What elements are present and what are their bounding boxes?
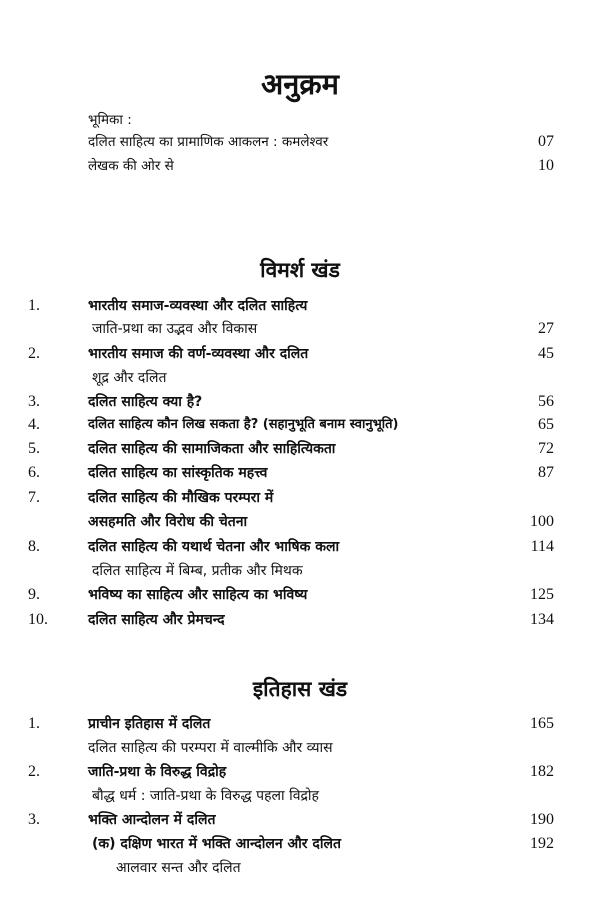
toc-entry <box>0 294 600 318</box>
entry-text: असहमति और विरोध की चेतना <box>88 514 248 530</box>
entry-number: 7. <box>28 489 40 506</box>
entry-text: (क) दक्षिण भारत में भक्ति आन्दोलन और दलित <box>92 836 341 852</box>
entry-number: 3. <box>28 393 40 410</box>
entry-page: 72 <box>538 440 554 457</box>
entry-text: भूमिका : <box>88 112 132 128</box>
entry-text: भारतीय समाज की वर्ण-व्यवस्था और दलित <box>88 346 309 362</box>
entry-page: 65 <box>538 416 554 433</box>
toc-entry <box>0 760 600 784</box>
toc-entry <box>0 461 600 485</box>
toc-entry <box>0 535 600 559</box>
toc-subentry <box>0 317 600 341</box>
entry-page: 07 <box>538 133 554 150</box>
toc-subentry <box>0 784 600 808</box>
entry-text: दलित साहित्य का प्रामाणिक आकलन : कमलेश्वर <box>88 134 329 150</box>
entry-number: 1. <box>28 297 40 314</box>
entry-number: 1. <box>28 715 40 732</box>
entry-text: भारतीय समाज-व्यवस्था और दलित साहित्य <box>88 298 308 314</box>
toc-subentry <box>0 559 600 583</box>
toc-subentry <box>0 856 600 880</box>
toc-subentry <box>0 366 600 390</box>
entry-text: दलित साहित्य का सांस्कृतिक महत्त्व <box>88 465 268 481</box>
intro-entry <box>0 108 600 132</box>
entry-number: 4. <box>28 416 40 433</box>
entry-text: लेखक की ओर से <box>88 158 174 174</box>
entry-page: 100 <box>530 513 554 530</box>
entry-page: 182 <box>530 763 554 780</box>
entry-number: 10. <box>28 611 48 628</box>
entry-page: 190 <box>530 811 554 828</box>
entry-page: 192 <box>530 835 554 852</box>
toc-entry <box>0 486 600 510</box>
entry-number: 9. <box>28 586 40 603</box>
entry-text: दलित साहित्य क्या है? <box>88 394 203 410</box>
toc-entry <box>0 342 600 366</box>
entry-text: दलित साहित्य में बिम्ब, प्रतीक और मिथक <box>92 563 303 579</box>
entry-number: 6. <box>28 464 40 481</box>
entry-number: 8. <box>28 538 40 555</box>
entry-page: 165 <box>530 715 554 732</box>
toc-entry-continuation <box>0 510 600 534</box>
entry-text: बौद्ध धर्म : जाति-प्रथा के विरुद्ध पहला विद्रोह <box>92 788 319 804</box>
section-title-vimarsh: विमर्श खंड <box>260 258 340 282</box>
toc-subentry <box>0 832 600 856</box>
entry-text: आलवार सन्त और दलित <box>116 860 241 876</box>
entry-number: 2. <box>28 763 40 780</box>
entry-text: शूद्र और दलित <box>92 370 167 386</box>
page-title: अनुक्रम <box>261 67 339 101</box>
entry-text: जाति-प्रथा का उद्भव और विकास <box>92 321 258 337</box>
entry-page: 114 <box>530 538 554 555</box>
intro-entry <box>0 130 600 154</box>
toc-entry <box>0 390 600 414</box>
entry-text: दलित साहित्य और प्रेमचन्द <box>88 612 225 628</box>
entry-page: 10 <box>538 157 554 174</box>
entry-text: प्राचीन इतिहास में दलित <box>88 716 211 732</box>
entry-text: दलित साहित्य कौन लिख सकता है? (सहानुभूति बनाम स्वानुभूति) <box>88 417 399 432</box>
toc-entry <box>0 808 600 832</box>
intro-entry <box>0 154 600 178</box>
entry-text: दलित साहित्य की यथार्थ चेतना और भाषिक कला <box>88 539 340 555</box>
entry-page: 27 <box>538 320 554 337</box>
toc-entry <box>0 583 600 607</box>
entry-text: दलित साहित्य की मौखिक परम्परा में <box>88 490 274 506</box>
entry-text: जाति-प्रथा के विरुद्ध विद्रोह <box>88 764 227 780</box>
entry-text: भक्ति आन्दोलन में दलित <box>88 812 216 828</box>
toc-entry <box>0 712 600 736</box>
section-title-itihas: इतिहास खंड <box>252 677 348 701</box>
toc-entry <box>0 437 600 461</box>
toc-entry <box>0 413 600 437</box>
entry-page: 125 <box>530 586 554 603</box>
entry-text: दलित साहित्य की परम्परा में वाल्मीकि और व्यास <box>88 740 333 756</box>
entry-page: 87 <box>538 464 554 481</box>
entry-number: 2. <box>28 345 40 362</box>
entry-page: 45 <box>538 345 554 362</box>
entry-text: भविष्य का साहित्य और साहित्य का भविष्य <box>88 587 308 603</box>
entry-number: 5. <box>28 440 40 457</box>
entry-page: 134 <box>530 611 554 628</box>
toc-entry <box>0 608 600 632</box>
entry-number: 3. <box>28 811 40 828</box>
entry-text: दलित साहित्य की सामाजिकता और साहित्यिकता <box>88 441 336 457</box>
toc-subentry <box>0 736 600 760</box>
entry-page: 56 <box>538 393 554 410</box>
